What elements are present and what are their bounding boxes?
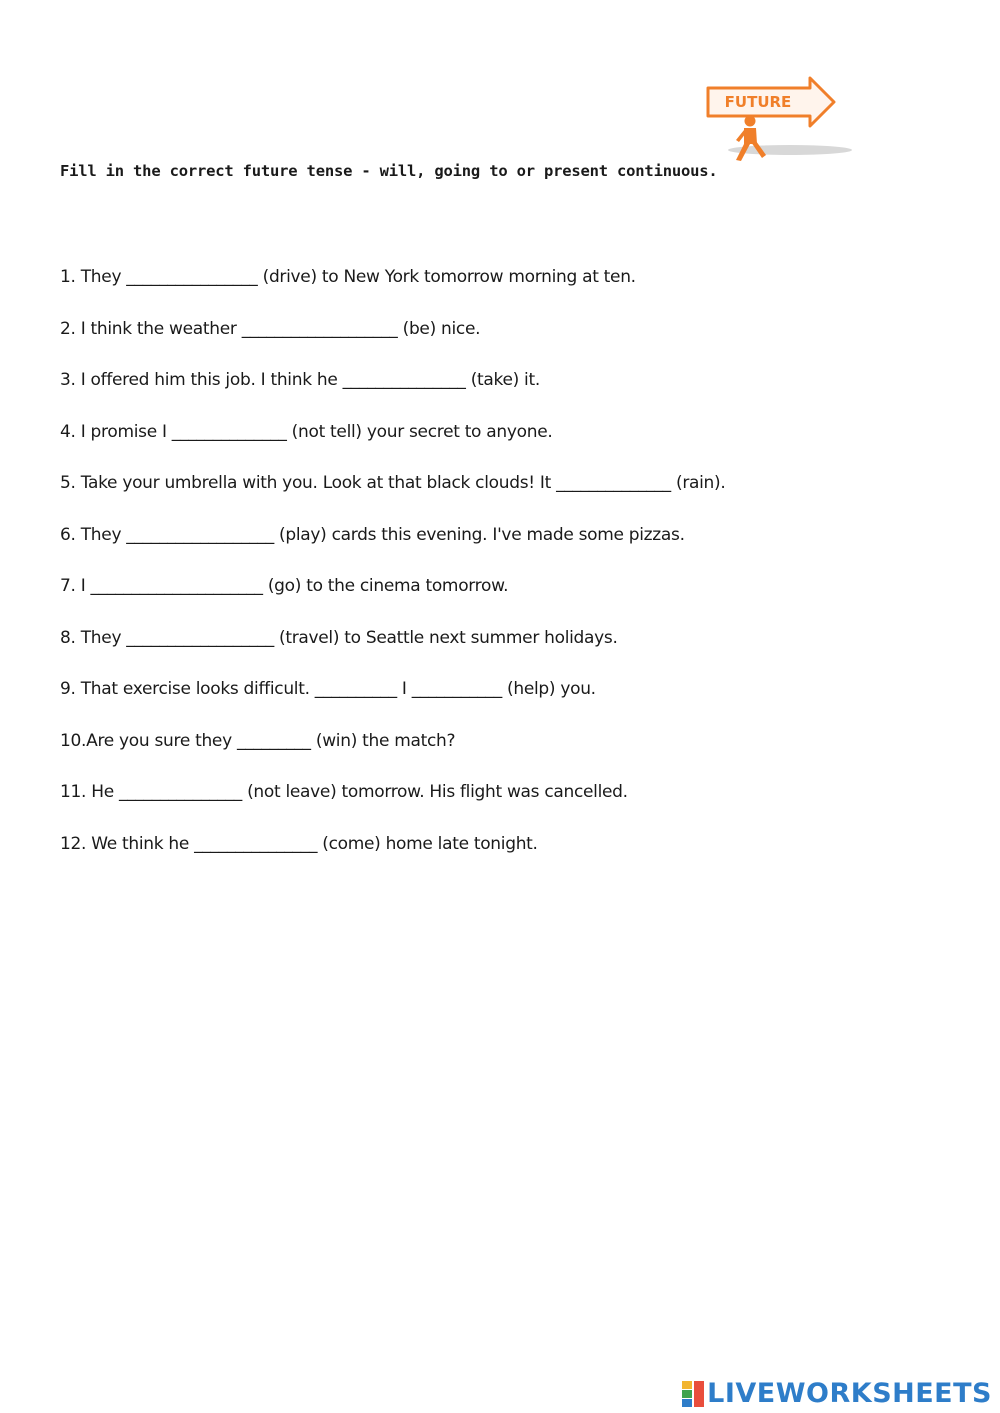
instructions: Fill in the correct future tense - will, going to or present continuous.: [60, 162, 718, 180]
exercise-3: 3. I offered him this job. I think he _______________ (take) it.: [60, 370, 540, 390]
liveworksheets-watermark: [682, 1378, 992, 1409]
exercise-11: 11. He _______________ (not leave) tomorrow. His flight was cancelled.: [60, 782, 628, 802]
exercise-12: 12. We think he _______________ (come) home late tonight.: [60, 833, 538, 854]
exercise-8: 8. They __________________ (travel) to Seattle next summer holidays.: [60, 627, 618, 648]
liveworksheets-brand: LIVEWORKSHEETS: [707, 1378, 992, 1409]
exercise-5: 5. Take your umbrella with you. Look at that black clouds! It ______________ (rain).: [60, 473, 726, 493]
exercise-1: 1. They ________________ (drive) to New York tomorrow morning at ten.: [60, 267, 636, 287]
exercise-2: 2. I think the weather ___________________ (be) nice.: [60, 318, 481, 339]
exercise-9: 9. That exercise looks difficult. __________ I ___________ (help) you.: [60, 679, 596, 699]
exercise-7: 7. I _____________________ (go) to the cinema tomorrow.: [60, 576, 509, 596]
future-arrow-logo: [700, 74, 860, 166]
exercise-list: [60, 262, 725, 880]
future-label: FUTURE: [724, 93, 792, 111]
exercise-10: 10.Are you sure they _________ (win) the match?: [60, 730, 456, 751]
walking-person-icon: [736, 116, 766, 162]
liveworksheets-logo-icon: [682, 1381, 704, 1407]
exercise-6: 6. They __________________ (play) cards this evening. I've made some pizzas.: [60, 524, 685, 545]
exercise-4: 4. I promise I ______________ (not tell) your secret to anyone.: [60, 421, 553, 442]
